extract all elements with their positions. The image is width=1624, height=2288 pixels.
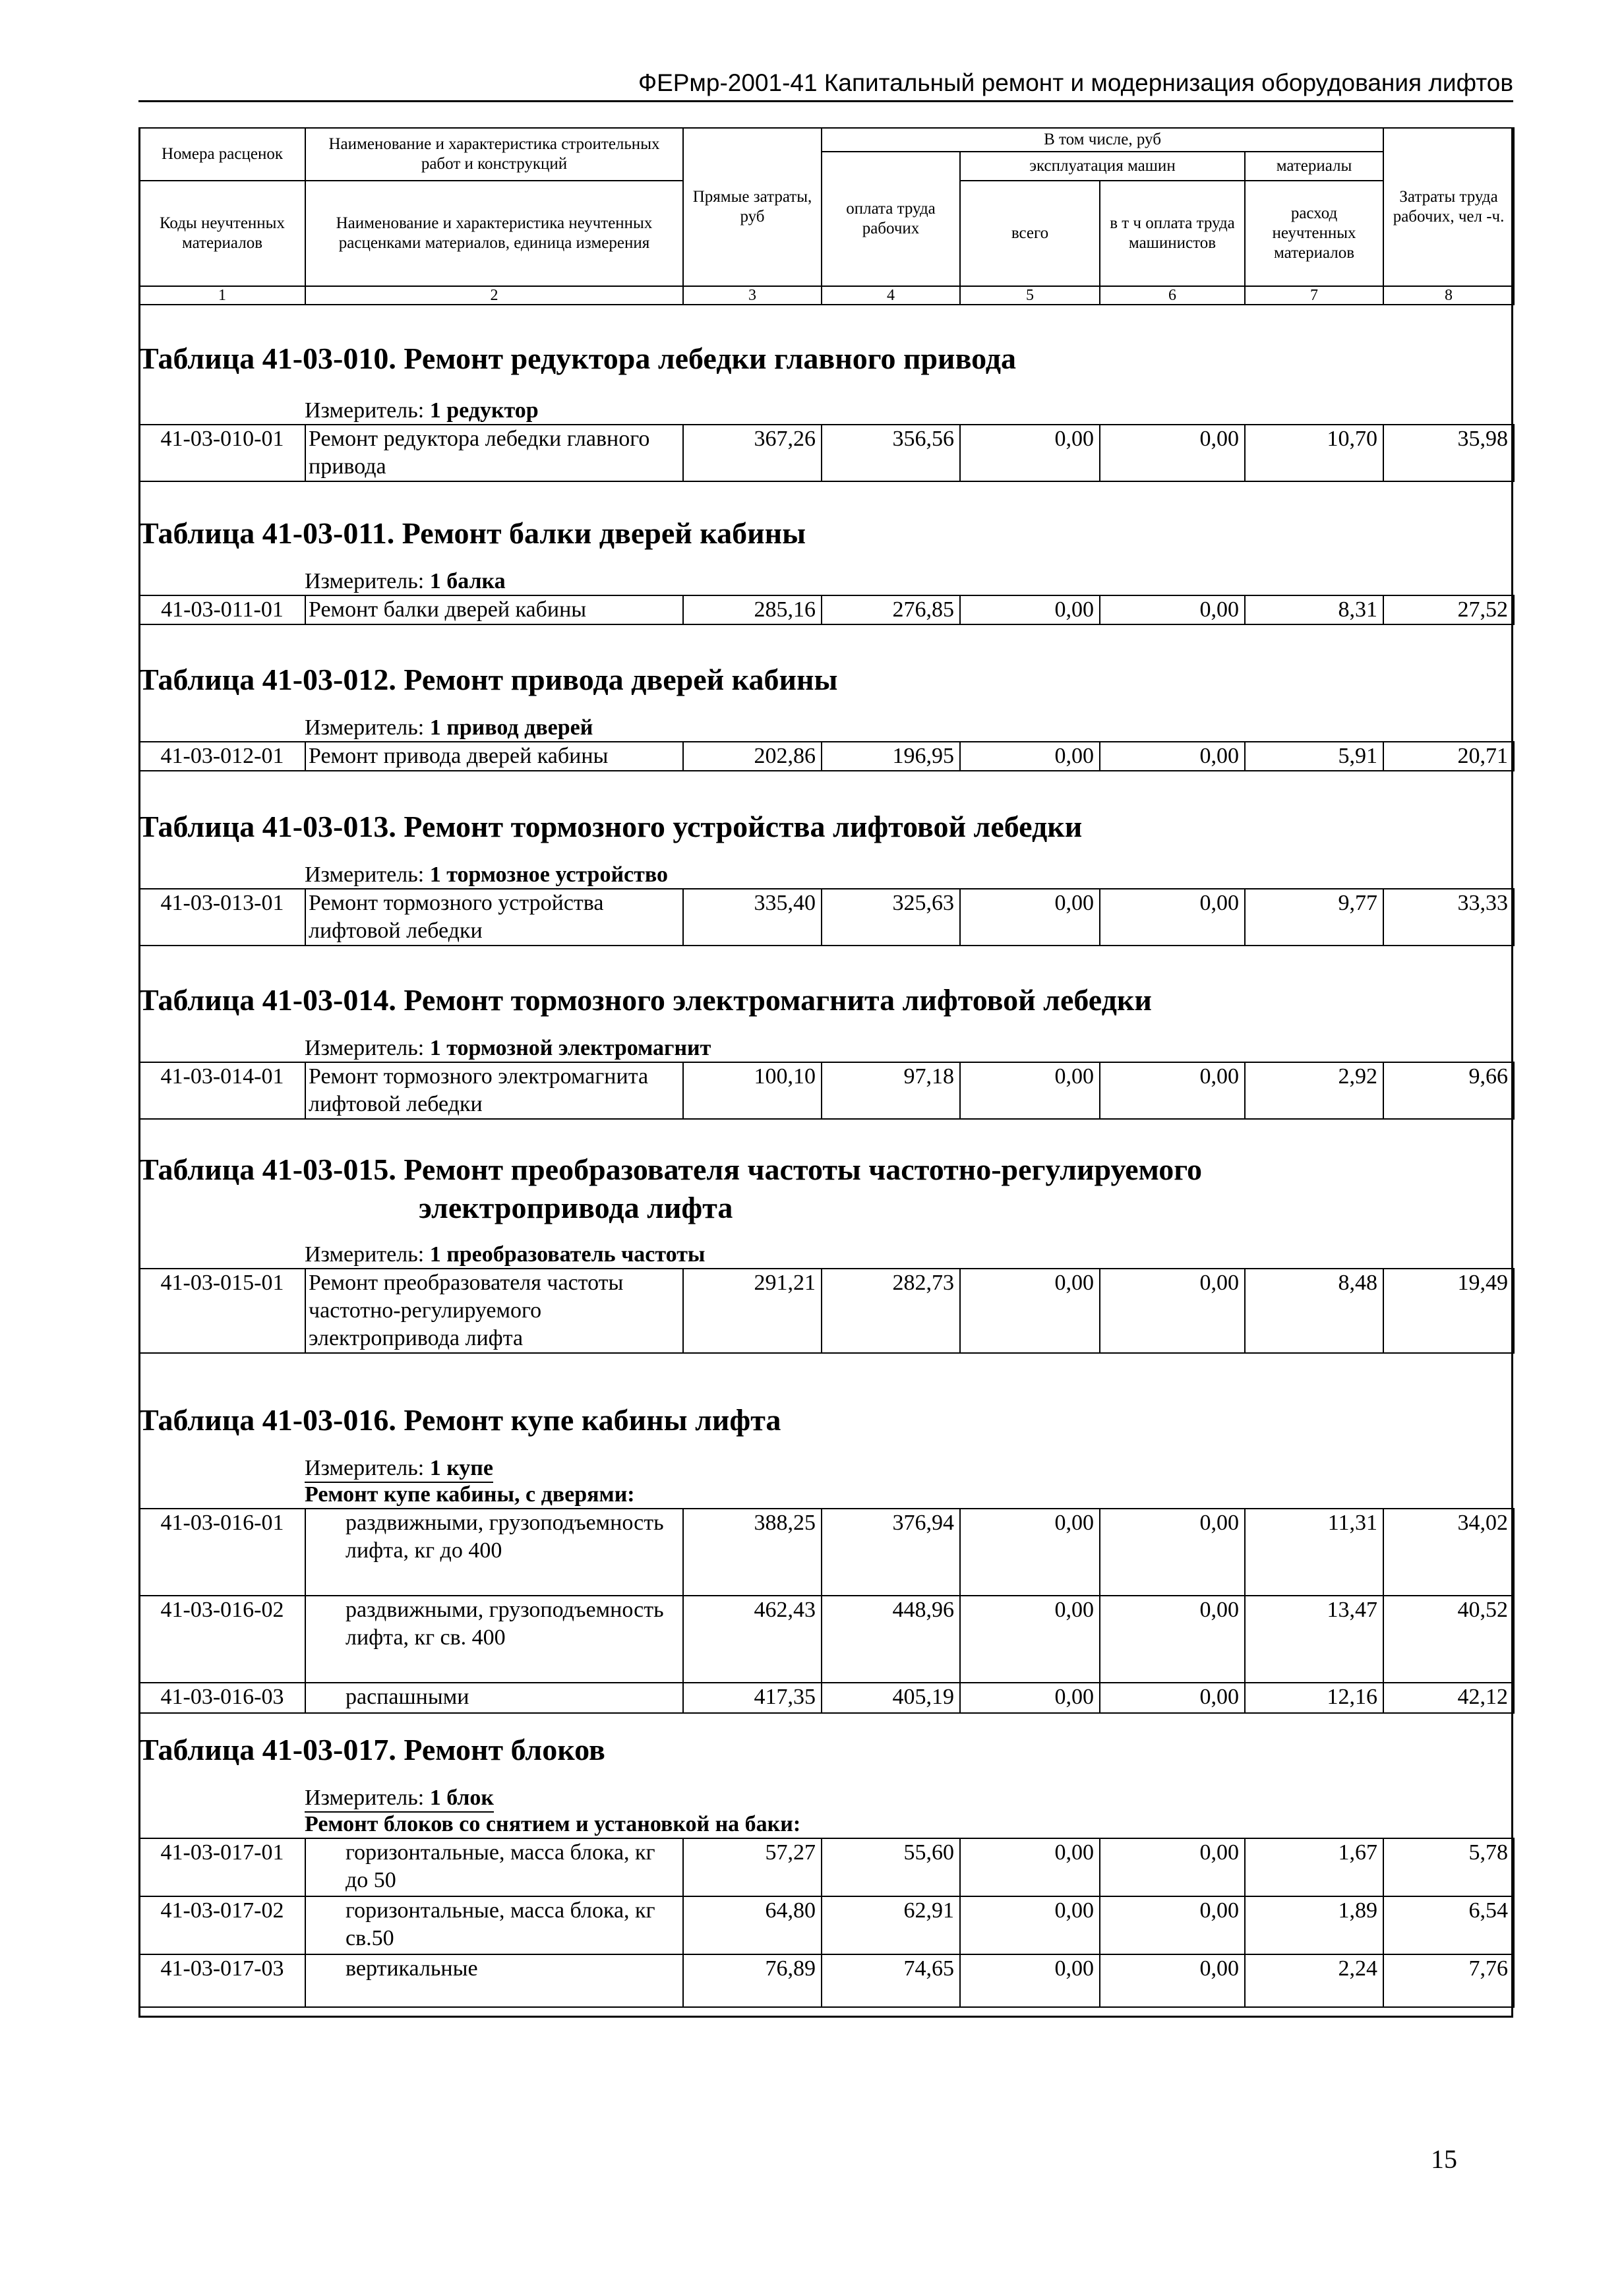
- rates-table: [138, 1508, 1515, 1714]
- materials-cost: 1,67: [1245, 1838, 1383, 1896]
- machinists-labor-cost: 0,00: [1100, 1509, 1245, 1596]
- machines-cost: 0,00: [960, 1509, 1100, 1596]
- page-header: [138, 66, 1513, 102]
- machines-cost: 0,00: [960, 595, 1100, 624]
- direct-cost: 291,21: [683, 1269, 822, 1353]
- rate-name: Ремонт тормозного устройства лифтовой лебедки: [305, 889, 683, 946]
- machinists-labor-cost: 0,00: [1100, 1596, 1245, 1683]
- measurer-label: Измеритель:: [305, 1242, 430, 1267]
- direct-cost: 417,35: [683, 1683, 822, 1713]
- rate-code: 41-03-017-03: [139, 1954, 305, 2007]
- group-label: Ремонт блоков со снятием и установкой на баки:: [305, 1812, 801, 1836]
- col-number: 5: [960, 286, 1100, 305]
- materials-cost: 8,48: [1245, 1269, 1383, 1353]
- labor-hours: 20,71: [1383, 742, 1514, 771]
- col7-header: расход неучтенных материалов: [1245, 181, 1383, 286]
- rates-table: [138, 888, 1515, 946]
- labor-hours: 9,66: [1383, 1062, 1514, 1119]
- rate-code: 41-03-017-01: [139, 1838, 305, 1896]
- machinists-labor-cost: 0,00: [1100, 1062, 1245, 1119]
- labor-hours: 27,52: [1383, 595, 1514, 624]
- measurer: [305, 1035, 711, 1063]
- table-row: [139, 1062, 1514, 1119]
- measurer-label: Измеритель:: [305, 715, 430, 740]
- labor-hours: 34,02: [1383, 1509, 1514, 1596]
- measurer-unit: 1 блок: [429, 1786, 495, 1810]
- col5-header: всего: [960, 181, 1100, 286]
- rates-table: [138, 424, 1515, 482]
- measurer: [305, 1455, 493, 1483]
- labor-hours: 40,52: [1383, 1596, 1514, 1683]
- table-row: [139, 1954, 1514, 2007]
- materials-header: материалы: [1245, 152, 1383, 181]
- labor-hours: 35,98: [1383, 425, 1514, 481]
- machines-header: эксплуатация машин: [960, 152, 1245, 181]
- rate-code: 41-03-016-02: [139, 1596, 305, 1683]
- rates-table: [138, 1268, 1515, 1354]
- section-title-line2: электропривода лифта: [419, 1191, 733, 1224]
- labor-cost: 196,95: [822, 742, 960, 771]
- measurer-label: Измеритель:: [305, 862, 430, 887]
- rate-name: Ремонт балки дверей кабины: [305, 595, 683, 624]
- col-number: 6: [1100, 286, 1245, 305]
- materials-cost: 8,31: [1245, 595, 1383, 624]
- col4-header: оплата труда рабочих: [822, 152, 960, 286]
- rate-name: горизонтальные, масса блока, кг св.50: [305, 1896, 683, 1954]
- section-title: Таблица 41-03-014. Ремонт тормозного электромагнита лифтовой лебедки: [138, 983, 1152, 1017]
- measurer-unit: 1 купе: [429, 1456, 493, 1480]
- machines-cost: 0,00: [960, 1596, 1100, 1683]
- machinists-labor-cost: 0,00: [1100, 889, 1245, 946]
- materials-cost: 13,47: [1245, 1596, 1383, 1683]
- col2-bottom-header: Наименование и характеристика неучтенных расценками материалов, единица измерения: [305, 181, 683, 286]
- table-row: [139, 595, 1514, 624]
- rate-code: 41-03-011-01: [139, 595, 305, 624]
- materials-cost: 1,89: [1245, 1896, 1383, 1954]
- table-row: [139, 889, 1514, 946]
- machines-cost: 0,00: [960, 1062, 1100, 1119]
- direct-cost: 285,16: [683, 595, 822, 624]
- materials-cost: 5,91: [1245, 742, 1383, 771]
- machines-cost: 0,00: [960, 1896, 1100, 1954]
- rate-code: 41-03-016-03: [139, 1683, 305, 1713]
- measurer-unit: 1 тормозное устройство: [429, 862, 668, 887]
- labor-hours: 42,12: [1383, 1683, 1514, 1713]
- col1-bottom-header: Коды неучтенных материалов: [139, 181, 305, 286]
- labor-hours: 6,54: [1383, 1896, 1514, 1954]
- col-number: 3: [683, 286, 822, 305]
- document-title: ФЕРмр-2001-41 Капитальный ремонт и модернизация оборудования лифтов: [638, 69, 1513, 96]
- labor-cost: 282,73: [822, 1269, 960, 1353]
- rate-name: Ремонт преобразователя частоты частотно-регулируемого электропривода лифта: [305, 1269, 683, 1353]
- direct-cost: 57,27: [683, 1838, 822, 1896]
- rates-table: [138, 1062, 1515, 1120]
- rate-code: 41-03-010-01: [139, 425, 305, 481]
- page-number: 15: [1431, 2144, 1457, 2174]
- labor-cost: 276,85: [822, 595, 960, 624]
- labor-hours: 7,76: [1383, 1954, 1514, 2007]
- direct-cost: 202,86: [683, 742, 822, 771]
- rate-name: вертикальные: [305, 1954, 683, 2007]
- section-title: Таблица 41-03-013. Ремонт тормозного устройства лифтовой лебедки: [138, 810, 1083, 843]
- labor-cost: 376,94: [822, 1509, 960, 1596]
- section-title: Таблица 41-03-017. Ремонт блоков: [138, 1733, 605, 1766]
- labor-hours: 5,78: [1383, 1838, 1514, 1896]
- machinists-labor-cost: 0,00: [1100, 425, 1245, 481]
- labor-cost: 97,18: [822, 1062, 960, 1119]
- measurer-label: Измеритель:: [305, 569, 430, 593]
- machines-cost: 0,00: [960, 1683, 1100, 1713]
- machinists-labor-cost: 0,00: [1100, 1269, 1245, 1353]
- measurer-label: Измеритель:: [305, 1036, 430, 1060]
- machinists-labor-cost: 0,00: [1100, 1896, 1245, 1954]
- table-row: [139, 1596, 1514, 1683]
- section-title: Таблица 41-03-016. Ремонт купе кабины лифта: [138, 1403, 781, 1437]
- rate-name: горизонтальные, масса блока, кг до 50: [305, 1838, 683, 1896]
- table-row: [139, 1509, 1514, 1596]
- rate-code: 41-03-012-01: [139, 742, 305, 771]
- measurer-label: Измеритель:: [305, 398, 430, 423]
- measurer: [305, 715, 593, 742]
- measurer: [305, 1785, 494, 1813]
- direct-cost: 335,40: [683, 889, 822, 946]
- measurer-unit: 1 тормозной электромагнит: [429, 1036, 711, 1060]
- machines-cost: 0,00: [960, 425, 1100, 481]
- direct-cost: 100,10: [683, 1062, 822, 1119]
- measurer-unit: 1 привод дверей: [429, 715, 593, 740]
- materials-cost: 10,70: [1245, 425, 1383, 481]
- table-row: [139, 742, 1514, 771]
- machinists-labor-cost: 0,00: [1100, 1838, 1245, 1896]
- labor-cost: 448,96: [822, 1596, 960, 1683]
- measurer: [305, 568, 506, 596]
- measurer-unit: 1 преобразователь частоты: [429, 1242, 706, 1267]
- rate-name: раздвижными, грузоподъемность лифта, кг до 400: [305, 1509, 683, 1596]
- measurer: [305, 398, 539, 425]
- table-row: [139, 1838, 1514, 1896]
- materials-cost: 12,16: [1245, 1683, 1383, 1713]
- labor-cost: 405,19: [822, 1683, 960, 1713]
- group-label: Ремонт купе кабины, с дверями:: [305, 1482, 635, 1507]
- measurer-unit: 1 балка: [429, 569, 506, 593]
- section-title: Таблица 41-03-010. Ремонт редуктора лебедки главного привода: [138, 342, 1017, 375]
- direct-cost: 388,25: [683, 1509, 822, 1596]
- rate-name: распашными: [305, 1683, 683, 1713]
- rates-table: [138, 741, 1515, 771]
- direct-cost: 462,43: [683, 1596, 822, 1683]
- rate-code: 41-03-016-01: [139, 1509, 305, 1596]
- section-title: Таблица 41-03-015. Ремонт преобразователя частоты частотно-регулируемого: [138, 1153, 1203, 1186]
- rates-table: [138, 1838, 1515, 2008]
- measurer-label: Измеритель:: [305, 1786, 430, 1810]
- col-number: 1: [139, 286, 305, 305]
- rate-code: 41-03-017-02: [139, 1896, 305, 1954]
- section-title: Таблица 41-03-012. Ремонт привода дверей кабины: [138, 663, 838, 696]
- measurer: [305, 1242, 705, 1269]
- rate-name: Ремонт тормозного электромагнита лифтовой лебедки: [305, 1062, 683, 1119]
- rate-code: 41-03-015-01: [139, 1269, 305, 1353]
- materials-cost: 2,24: [1245, 1954, 1383, 2007]
- labor-cost: 325,63: [822, 889, 960, 946]
- machinists-labor-cost: 0,00: [1100, 595, 1245, 624]
- materials-cost: 9,77: [1245, 889, 1383, 946]
- machines-cost: 0,00: [960, 1954, 1100, 2007]
- col-number: 7: [1245, 286, 1383, 305]
- measurer-unit: 1 редуктор: [429, 398, 539, 423]
- machinists-labor-cost: 0,00: [1100, 1683, 1245, 1713]
- section-title: Таблица 41-03-011. Ремонт балки дверей кабины: [138, 516, 806, 550]
- measurer-label: Измеритель:: [305, 1456, 430, 1480]
- machines-cost: 0,00: [960, 1269, 1100, 1353]
- group-header: В том числе, руб: [822, 128, 1383, 152]
- materials-cost: 2,92: [1245, 1062, 1383, 1119]
- labor-cost: 62,91: [822, 1896, 960, 1954]
- table-row: [139, 1269, 1514, 1353]
- col-number: 4: [822, 286, 960, 305]
- machines-cost: 0,00: [960, 889, 1100, 946]
- col8-header: Затраты труда рабочих, чел -ч.: [1383, 128, 1514, 286]
- direct-cost: 367,26: [683, 425, 822, 481]
- machines-cost: 0,00: [960, 1838, 1100, 1896]
- labor-hours: 19,49: [1383, 1269, 1514, 1353]
- materials-cost: 11,31: [1245, 1509, 1383, 1596]
- labor-cost: 74,65: [822, 1954, 960, 2007]
- machinists-labor-cost: 0,00: [1100, 742, 1245, 771]
- table-row: [139, 1683, 1514, 1713]
- direct-cost: 76,89: [683, 1954, 822, 2007]
- rate-code: 41-03-013-01: [139, 889, 305, 946]
- col-number: 8: [1383, 286, 1514, 305]
- rate-name: Ремонт привода дверей кабины: [305, 742, 683, 771]
- measurer: [305, 862, 668, 889]
- table-row: [139, 1896, 1514, 1954]
- rates-table: [138, 595, 1515, 625]
- rate-code: 41-03-014-01: [139, 1062, 305, 1119]
- column-header-table: [138, 127, 1515, 305]
- labor-hours: 33,33: [1383, 889, 1514, 946]
- col3-header: Прямые затраты, руб: [683, 128, 822, 286]
- direct-cost: 64,80: [683, 1896, 822, 1954]
- rate-name: Ремонт редуктора лебедки главного привода: [305, 425, 683, 481]
- rate-name: раздвижными, грузоподъемность лифта, кг св. 400: [305, 1596, 683, 1683]
- table-row: [139, 425, 1514, 481]
- machines-cost: 0,00: [960, 742, 1100, 771]
- labor-cost: 356,56: [822, 425, 960, 481]
- machinists-labor-cost: 0,00: [1100, 1954, 1245, 2007]
- col-number: 2: [305, 286, 683, 305]
- labor-cost: 55,60: [822, 1838, 960, 1896]
- col1-top-header: Номера расценок: [139, 128, 305, 181]
- col6-header: в т ч оплата труда машинистов: [1100, 181, 1245, 286]
- col2-top-header: Наименование и характеристика строительных работ и конструкций: [305, 128, 683, 181]
